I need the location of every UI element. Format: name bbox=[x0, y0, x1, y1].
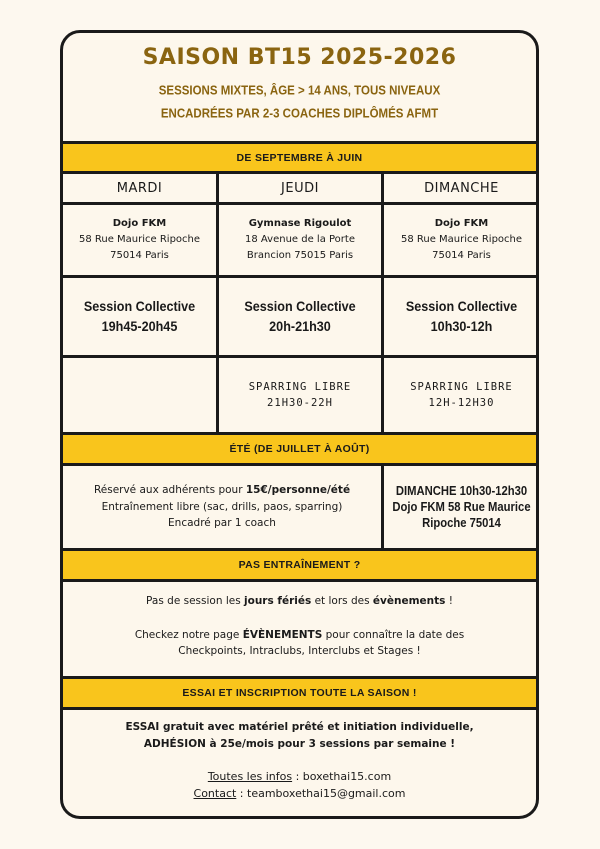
summer-band: ÉTÉ (DE JUILLET À AOÛT) bbox=[63, 432, 536, 466]
text: Ripoche 75014 bbox=[422, 516, 501, 530]
session-label: Session Collective bbox=[405, 298, 518, 314]
text: jours fériés bbox=[244, 595, 312, 607]
no-training-text bbox=[63, 593, 536, 660]
text: Encadré par 1 coach bbox=[168, 517, 276, 530]
venue-address bbox=[63, 204, 216, 275]
text: évènements bbox=[372, 595, 446, 607]
venue-name: Dojo FKM bbox=[112, 217, 167, 229]
contact-link[interactable]: Contact bbox=[193, 786, 237, 800]
summer-session bbox=[392, 466, 532, 548]
text: Checkez notre page bbox=[134, 628, 243, 641]
subtitle: ENCADRÉES PAR 2-3 COACHES DIPLÔMÉS AFMT bbox=[160, 107, 439, 121]
sparring-label: SPARRING LIBRE bbox=[410, 380, 513, 393]
address-line: 75014 Paris bbox=[432, 249, 491, 261]
session-label: Session Collective bbox=[83, 298, 196, 314]
venue-name: Dojo FKM bbox=[434, 217, 489, 229]
sparring-time: 21H30-22H bbox=[267, 396, 333, 409]
events-link: ÉVÈNEMENTS bbox=[242, 628, 323, 641]
page-title: SAISON BT15 2025-2026 bbox=[142, 45, 457, 70]
text: DIMANCHE 10h30-12h30 bbox=[395, 484, 528, 498]
sparring-time: 12H-12H30 bbox=[428, 396, 495, 409]
schedule-card bbox=[60, 30, 539, 819]
text: Dojo FKM 58 Rue Maurice bbox=[392, 500, 531, 514]
collective-session bbox=[392, 277, 532, 355]
day-header: DIMANCHE bbox=[424, 180, 499, 196]
session-time: 10h30-12h bbox=[430, 318, 493, 334]
sparring-session bbox=[384, 357, 539, 432]
no-training-band: PAS ENTRAÎNEMENT ? bbox=[63, 548, 536, 582]
text: Pas de session les bbox=[146, 595, 245, 607]
signup-text bbox=[63, 719, 536, 802]
text: Entraînement libre (sac, drills, paos, sparring) bbox=[101, 500, 343, 513]
text: ADHÉSION à 25e/mois pour 3 sessions par semaine ! bbox=[143, 737, 456, 750]
text: Checkpoints, Intraclubs, Interclubs et Stages ! bbox=[178, 645, 421, 657]
collective-session bbox=[227, 277, 373, 355]
signup-band: ESSAI ET INSCRIPTION TOUTE LA SAISON ! bbox=[63, 676, 536, 710]
address-line: Brancion 75015 Paris bbox=[246, 249, 354, 261]
session-label: Session Collective bbox=[244, 298, 356, 314]
venue-name: Gymnase Rigoulot bbox=[248, 217, 352, 229]
session-time: 19h45-20h45 bbox=[101, 318, 178, 334]
venue-address bbox=[384, 204, 539, 275]
text: pour connaître la date des bbox=[322, 628, 465, 641]
price: 15€/personne/été bbox=[245, 484, 351, 497]
summer-info bbox=[63, 466, 381, 548]
season-band: DE SEPTEMBRE À JUIN bbox=[63, 141, 536, 174]
text: ! bbox=[445, 595, 453, 607]
text: ESSAI gratuit avec matériel prêté et initiation individuelle, bbox=[125, 721, 474, 733]
collective-session bbox=[71, 277, 209, 355]
website: : boxethai15.com bbox=[292, 770, 392, 783]
address-line: 58 Rue Maurice Ripoche bbox=[400, 233, 523, 245]
subtitle: SESSIONS MIXTES, ÂGE > 14 ANS, TOUS NIVEAUX bbox=[158, 84, 441, 98]
text: et lors des bbox=[311, 595, 373, 607]
info-link[interactable]: Toutes les infos bbox=[207, 770, 293, 783]
address-line: 58 Rue Maurice Ripoche bbox=[78, 233, 201, 245]
divider bbox=[381, 466, 384, 548]
day-header: MARDI bbox=[116, 180, 163, 196]
day-header: JEUDI bbox=[281, 180, 319, 196]
sparring-session bbox=[63, 357, 216, 432]
address-line: 75014 Paris bbox=[110, 249, 169, 261]
sparring-label: SPARRING LIBRE bbox=[248, 380, 352, 393]
email: : teamboxethai15@gmail.com bbox=[236, 786, 406, 800]
session-time: 20h-21h30 bbox=[269, 318, 331, 334]
venue-address bbox=[219, 204, 381, 275]
address-line: 18 Avenue de la Porte bbox=[245, 233, 355, 245]
sparring-session bbox=[219, 357, 381, 432]
text: Réservé aux adhérents pour bbox=[93, 484, 246, 497]
